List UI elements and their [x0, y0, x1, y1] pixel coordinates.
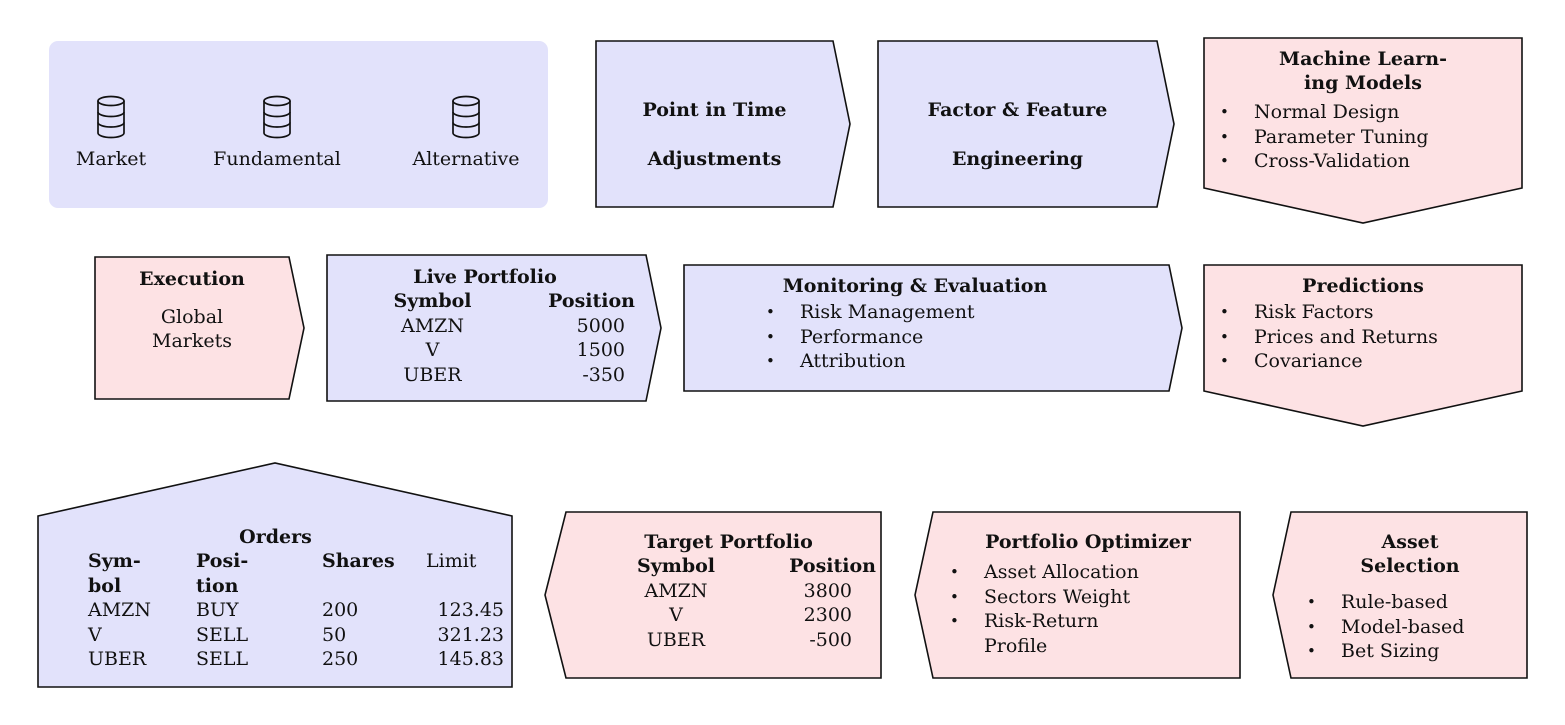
table-cell: V — [669, 604, 683, 626]
list-item: • Cross-Validation — [1218, 149, 1520, 174]
database-icon — [450, 95, 482, 139]
execution-box — [95, 266, 289, 366]
asset-selection-box — [1305, 530, 1525, 664]
source-fundamental — [192, 95, 362, 170]
execution-title: Execution — [139, 268, 245, 290]
source-label: Market — [75, 148, 147, 170]
table-cell: 3800 — [803, 579, 852, 602]
column-header: Position — [789, 555, 876, 577]
target-portfolio-table — [606, 554, 876, 652]
table-cell: 5000 — [576, 314, 625, 337]
table-row — [360, 314, 635, 339]
table-cell: 145.83 — [437, 648, 504, 670]
ml-models-box — [1218, 47, 1520, 174]
database-icon — [261, 95, 293, 139]
table-cell: AMZN — [644, 579, 708, 602]
table-cell: UBER — [646, 628, 706, 651]
table-cell: UBER — [88, 648, 147, 670]
ml-models-title-line2: ing Models — [1304, 72, 1422, 94]
table-cell: 321.23 — [437, 623, 504, 646]
monitoring-list — [764, 300, 1160, 374]
table-cell: 200 — [322, 599, 359, 621]
column-header: Sym- bol — [88, 550, 141, 597]
table-row — [360, 363, 635, 388]
column-header: Symbol — [393, 290, 472, 312]
list-item: • Asset Allocation — [948, 560, 1238, 585]
table-row — [606, 628, 876, 653]
list-item: • Prices and Returns — [1218, 325, 1520, 350]
list-item: • Risk-Return — [948, 609, 1238, 634]
column-header: Shares — [322, 550, 395, 572]
source-alternative — [381, 95, 551, 170]
list-item: • Normal Design — [1218, 100, 1520, 125]
point-in-time-line2: Adjustments — [647, 148, 782, 170]
list-item: • Rule-based — [1305, 590, 1525, 615]
table-cell: BUY — [196, 599, 239, 621]
list-item: • Bet Sizing — [1305, 639, 1525, 664]
table-cell: 250 — [322, 648, 359, 670]
asset-selection-list — [1305, 590, 1525, 664]
asset-selection-title-line1: Asset — [1381, 531, 1439, 553]
column-header: Symbol — [636, 555, 716, 577]
orders-table — [88, 549, 504, 672]
table-cell: 123.45 — [437, 599, 504, 621]
monitoring-title: Monitoring & Evaluation — [782, 275, 1048, 297]
column-header: Posi- tion — [196, 550, 249, 597]
monitoring-box — [700, 274, 1160, 374]
source-label: Alternative — [412, 148, 520, 170]
table-cell: AMZN — [88, 599, 152, 621]
target-portfolio-title: Target Portfolio — [644, 531, 813, 553]
source-market — [26, 95, 196, 170]
orders-title: Orders — [239, 526, 312, 548]
factor-engineering-line1: Factor & Feature — [927, 99, 1108, 121]
table-row — [88, 623, 504, 648]
table-row — [88, 647, 504, 672]
list-item: • Performance — [764, 325, 1160, 350]
table-row — [606, 579, 876, 604]
table-row — [606, 603, 876, 628]
predictions-list — [1218, 300, 1520, 374]
optimizer-list — [948, 560, 1238, 658]
target-portfolio-box — [606, 530, 878, 652]
table-cell: V — [425, 339, 440, 361]
table-row — [88, 598, 504, 623]
column-header: Position — [548, 290, 635, 312]
factor-engineering-box — [878, 86, 1157, 184]
list-item: • Risk Factors — [1218, 300, 1520, 325]
list-item: • Parameter Tuning — [1218, 125, 1520, 150]
live-portfolio-title: Live Portfolio — [413, 266, 557, 288]
list-item: • Risk Management — [764, 300, 1160, 325]
point-in-time-box — [596, 86, 833, 184]
live-portfolio-table — [360, 289, 635, 387]
live-portfolio-box — [360, 265, 650, 387]
list-item: • Attribution — [764, 349, 1160, 374]
table-cell: V — [88, 623, 102, 646]
execution-line2: Markets — [151, 330, 232, 352]
list-item-continuation: Profile — [984, 634, 1048, 657]
orders-box — [88, 525, 508, 672]
table-cell: SELL — [196, 648, 249, 670]
table-cell: 1500 — [576, 339, 625, 361]
execution-line1: Global — [160, 306, 224, 328]
point-in-time-line1: Point in Time — [642, 99, 787, 121]
source-label: Fundamental — [213, 148, 341, 170]
list-item: • Model-based — [1305, 615, 1525, 640]
optimizer-title: Portfolio Optimizer — [985, 531, 1191, 553]
table-cell: 2300 — [803, 604, 852, 626]
list-item: • Sectors Weight — [948, 585, 1238, 610]
column-header: Limit — [426, 550, 477, 572]
table-cell: 50 — [322, 623, 347, 646]
table-cell: UBER — [403, 363, 462, 386]
ml-models-title-line1: Machine Learn- — [1279, 48, 1447, 70]
table-cell: SELL — [196, 623, 249, 646]
factor-engineering-line2: Engineering — [951, 148, 1084, 170]
list-item: • Covariance — [1218, 349, 1520, 374]
predictions-box — [1218, 274, 1520, 374]
table-cell: -500 — [809, 628, 852, 651]
table-cell: AMZN — [400, 314, 464, 337]
table-cell: -350 — [582, 363, 625, 386]
database-icon — [95, 95, 127, 139]
ml-models-list — [1218, 100, 1520, 174]
predictions-title: Predictions — [1302, 275, 1424, 297]
asset-selection-title-line2: Selection — [1360, 555, 1460, 577]
optimizer-box — [948, 530, 1238, 658]
table-row — [360, 338, 635, 363]
